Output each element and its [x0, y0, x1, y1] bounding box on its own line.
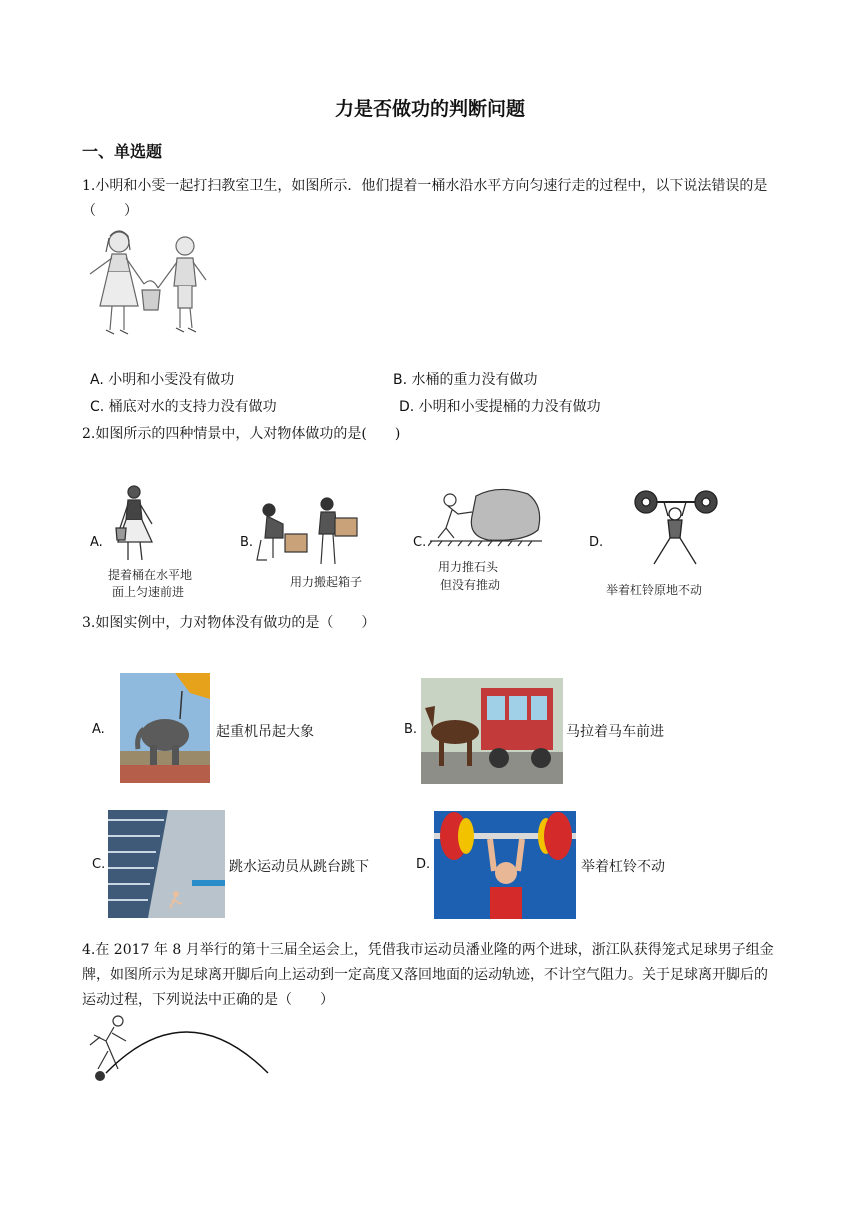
q2-a-caption-line1: 提着桶在水平地: [108, 568, 193, 582]
q3-a-crane-lifting-elephant-photo: [120, 673, 210, 783]
q2-a-woman-carrying-bucket-icon: [112, 484, 172, 564]
q3-a-caption: 起重机吊起大象: [216, 724, 314, 740]
q2-option-c-letter[interactable]: C.: [413, 535, 427, 550]
q2-c-caption-line1: 用力推石头: [438, 560, 499, 574]
q3-b-caption: 马拉着马车前进: [566, 724, 664, 740]
q3-d-weightlifter-photo: [434, 811, 576, 919]
q4-football-trajectory-figure: [86, 1011, 272, 1087]
q2-c-caption-line2: 但没有推动: [440, 578, 501, 592]
q3-c-caption: 跳水运动员从跳台跳下: [229, 859, 369, 875]
question-2-text: 2.如图所示的四种情景中，人对物体做功的是( ): [82, 426, 401, 442]
q2-a-caption-line2: 面上匀速前进: [112, 585, 185, 599]
q2-option-d-letter[interactable]: D.: [589, 535, 604, 550]
q3-option-d-letter[interactable]: D.: [416, 857, 431, 872]
question-3-text: 3.如图实例中，力对物体没有做功的是（ ）: [82, 615, 376, 631]
q3-d-caption: 举着杠铃不动: [581, 859, 665, 875]
q1-option-b[interactable]: B. 水桶的重力没有做功: [393, 372, 538, 388]
q2-option-a-letter[interactable]: A.: [90, 535, 103, 550]
q3-b-horse-pulling-carriage-photo: [421, 678, 563, 784]
q3-option-a-letter[interactable]: A.: [92, 722, 105, 737]
question-4-text: 4.在 2017 年 8 月举行的第十三届全运会上，凭借我市运动员潘业隆的两个进球，浙江队获得笼式足球男子组金牌，如图所示为足球离开脚后向上运动到一定高度又落回地面的运动轨迹，不计空气阻力。关于足球离开脚后的运动过程，下列说法中正确的是（ ）: [82, 942, 774, 1008]
question-1-text: 1.小明和小雯一起打扫教室卫生，如图所示．他们提着一桶水沿水平方向匀速行走的过程中，以下说法错误的是（ ）: [82, 178, 768, 219]
q2-d-caption: 举着杠铃原地不动: [606, 583, 703, 597]
q1-option-d[interactable]: D. 小明和小雯提桶的力没有做功: [399, 399, 601, 415]
q2-option-b-letter[interactable]: B.: [240, 535, 254, 550]
section-heading: 一、单选题: [82, 142, 163, 161]
q3-option-b-letter[interactable]: B.: [404, 722, 418, 737]
q2-d-weightlifter-icon: [634, 484, 718, 570]
q3-c-diver-jumping-photo: [108, 810, 225, 918]
q1-option-c[interactable]: C. 桶底对水的支持力没有做功: [90, 399, 277, 415]
q3-option-c-letter[interactable]: C.: [92, 857, 106, 872]
q2-b-person-lifting-box-icon: [253, 494, 371, 570]
q1-figure-two-children-carrying-bucket: [82, 228, 217, 340]
q2-c-person-pushing-rock-icon: [428, 486, 544, 548]
q1-option-a[interactable]: A. 小明和小雯没有做功: [90, 372, 235, 388]
q2-b-caption: 用力搬起箱子: [290, 575, 363, 589]
page-title: 力是否做功的判断问题: [334, 98, 525, 120]
